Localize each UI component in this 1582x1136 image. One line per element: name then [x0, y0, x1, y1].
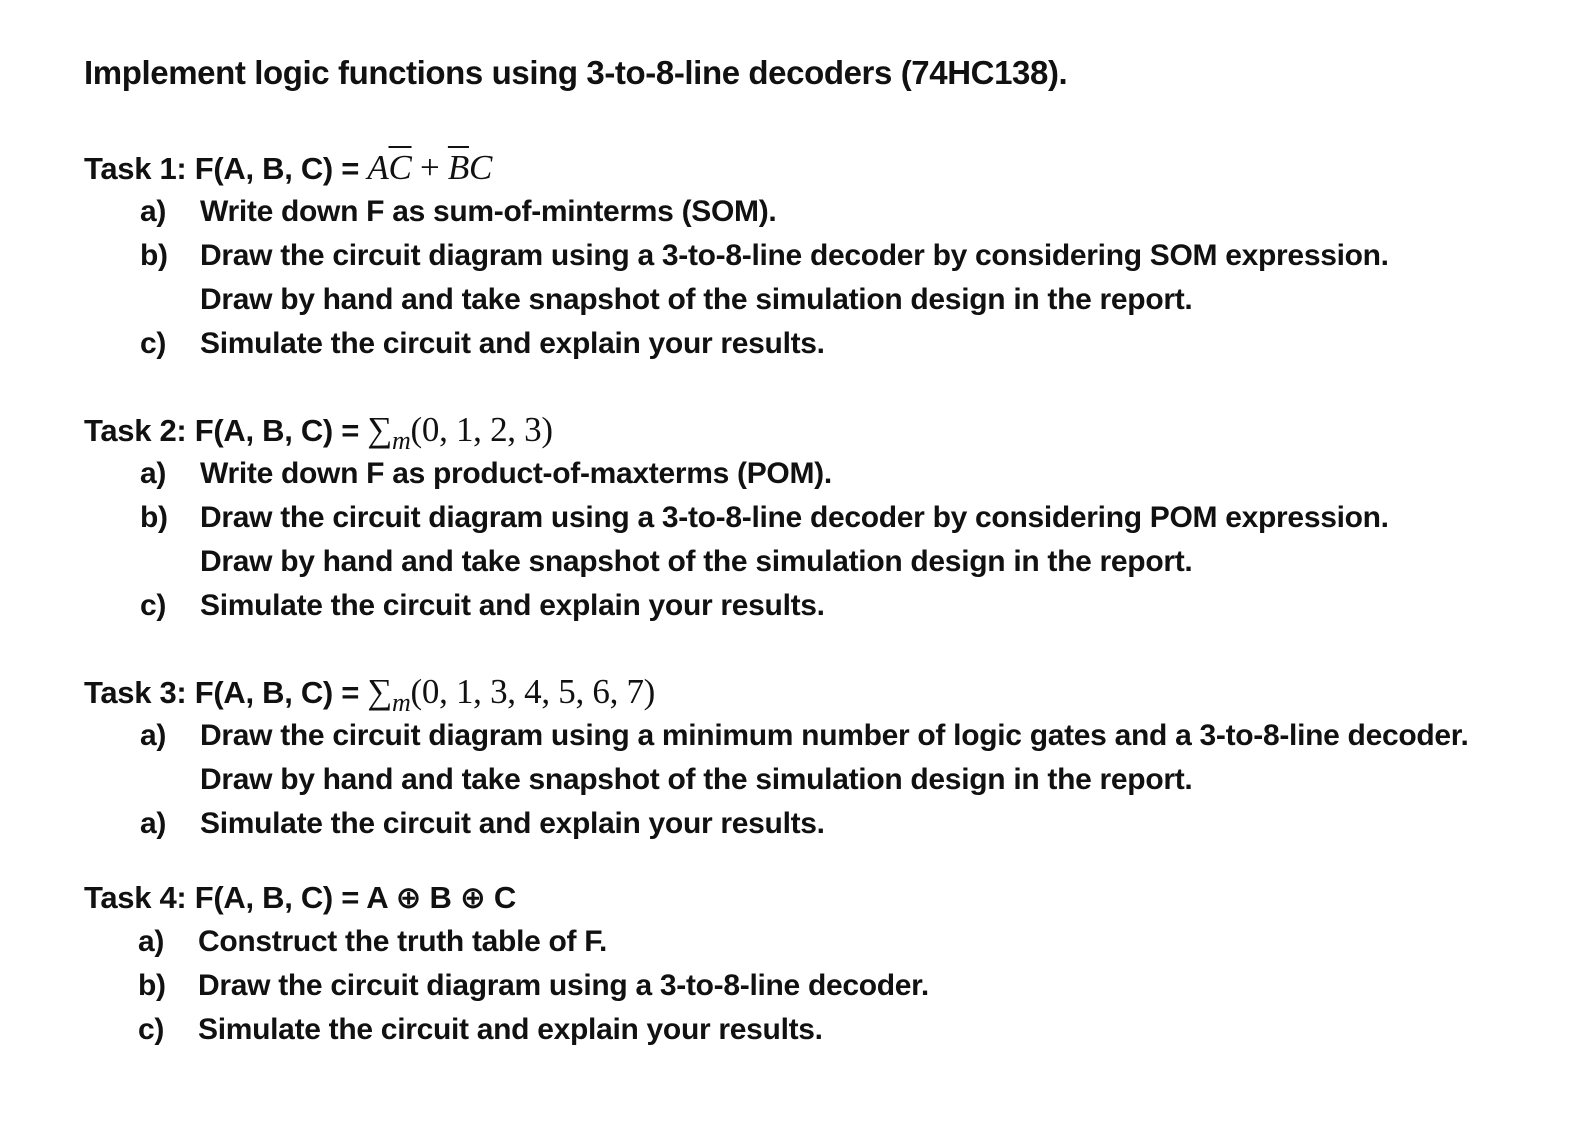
- item-marker: a): [140, 807, 167, 840]
- item-text: Draw the circuit diagram using a 3-to-8-line decoder by considering POM expression.: [200, 501, 1389, 534]
- task-1-expression: [367, 148, 492, 187]
- minterm-list: (0, 1, 3, 4, 5, 6, 7): [410, 672, 656, 711]
- item-text: Write down F as product-of-maxterms (POM).: [200, 457, 832, 490]
- item-marker: a): [140, 195, 167, 228]
- sigma-subscript: m: [392, 688, 411, 717]
- expr-term-c: C: [468, 148, 493, 187]
- item-text: Simulate the circuit and explain your results.: [200, 327, 825, 360]
- item-text: Draw by hand and take snapshot of the simulation design in the report.: [200, 283, 1193, 316]
- item-marker: c): [138, 1013, 165, 1046]
- task-2-heading: [84, 408, 1564, 455]
- minterm-list: (0, 1, 2, 3): [410, 410, 553, 449]
- task-4: [84, 876, 1564, 1052]
- item-text: Construct the truth table of F.: [198, 925, 608, 958]
- sigma-symbol: ∑: [367, 672, 393, 711]
- task-4-items: [84, 920, 1564, 1052]
- expr-term-a: A: [367, 148, 389, 187]
- list-item: [84, 190, 1564, 234]
- list-item: [84, 584, 1564, 628]
- task-3-expression: [367, 672, 656, 717]
- item-marker: b): [140, 501, 168, 534]
- task-4-heading: Task 4: F(A, B, C) = A ⊕ B ⊕ C: [84, 880, 516, 915]
- list-item: [84, 452, 1564, 496]
- list-item: [84, 1008, 1564, 1052]
- list-item: [84, 714, 1564, 802]
- task-1-label: Task 1: F(A, B, C) =: [84, 151, 360, 186]
- list-item: [84, 802, 1564, 846]
- task-2-items: [84, 452, 1564, 628]
- task-1-heading: [84, 146, 1564, 190]
- task-1-items: [84, 190, 1564, 366]
- item-marker: c): [140, 327, 167, 360]
- item-text: Draw by hand and take snapshot of the simulation design in the report.: [200, 545, 1193, 578]
- task-3-items: [84, 714, 1564, 846]
- item-text: Simulate the circuit and explain your results.: [198, 1013, 823, 1046]
- item-text: Draw the circuit diagram using a 3-to-8-line decoder.: [198, 969, 929, 1002]
- sigma-symbol: ∑: [367, 410, 393, 449]
- sigma-subscript: m: [392, 426, 411, 455]
- list-item: [84, 964, 1564, 1008]
- item-marker: a): [140, 719, 167, 752]
- list-item: [84, 496, 1564, 584]
- page-title: Implement logic functions using 3-to-8-line decoders (74HC138).: [84, 54, 1068, 91]
- task-2-label: Task 2: F(A, B, C) =: [84, 413, 360, 448]
- item-text: Simulate the circuit and explain your results.: [200, 807, 825, 840]
- item-marker: c): [140, 589, 167, 622]
- item-text: Draw the circuit diagram using a minimum number of logic gates and a 3-to-8-line decoder.: [200, 719, 1469, 752]
- item-text: Draw the circuit diagram using a 3-to-8-line decoder by considering SOM expression.: [200, 239, 1389, 272]
- task-2-expression: [367, 410, 553, 455]
- item-marker: a): [140, 457, 167, 490]
- item-text: Draw by hand and take snapshot of the simulation design in the report.: [200, 763, 1193, 796]
- expr-term-c-bar: $\overline{C}$: [388, 148, 412, 187]
- item-marker: a): [138, 925, 165, 958]
- task-3-heading: [84, 670, 1564, 717]
- expr-plus: +: [419, 148, 440, 187]
- list-item: [84, 322, 1564, 366]
- item-text: Write down F as sum-of-minterms (SOM).: [200, 195, 777, 228]
- list-item: [84, 234, 1564, 322]
- expr-term-b-bar: $\overline{B}$: [447, 148, 469, 187]
- task-2: [84, 408, 1564, 628]
- item-text: Simulate the circuit and explain your results.: [200, 589, 825, 622]
- task-1: [84, 146, 1564, 366]
- task-3: [84, 670, 1564, 846]
- list-item: [84, 920, 1564, 964]
- task-3-label: Task 3: F(A, B, C) =: [84, 675, 360, 710]
- item-marker: b): [140, 239, 168, 272]
- item-marker: b): [138, 969, 166, 1002]
